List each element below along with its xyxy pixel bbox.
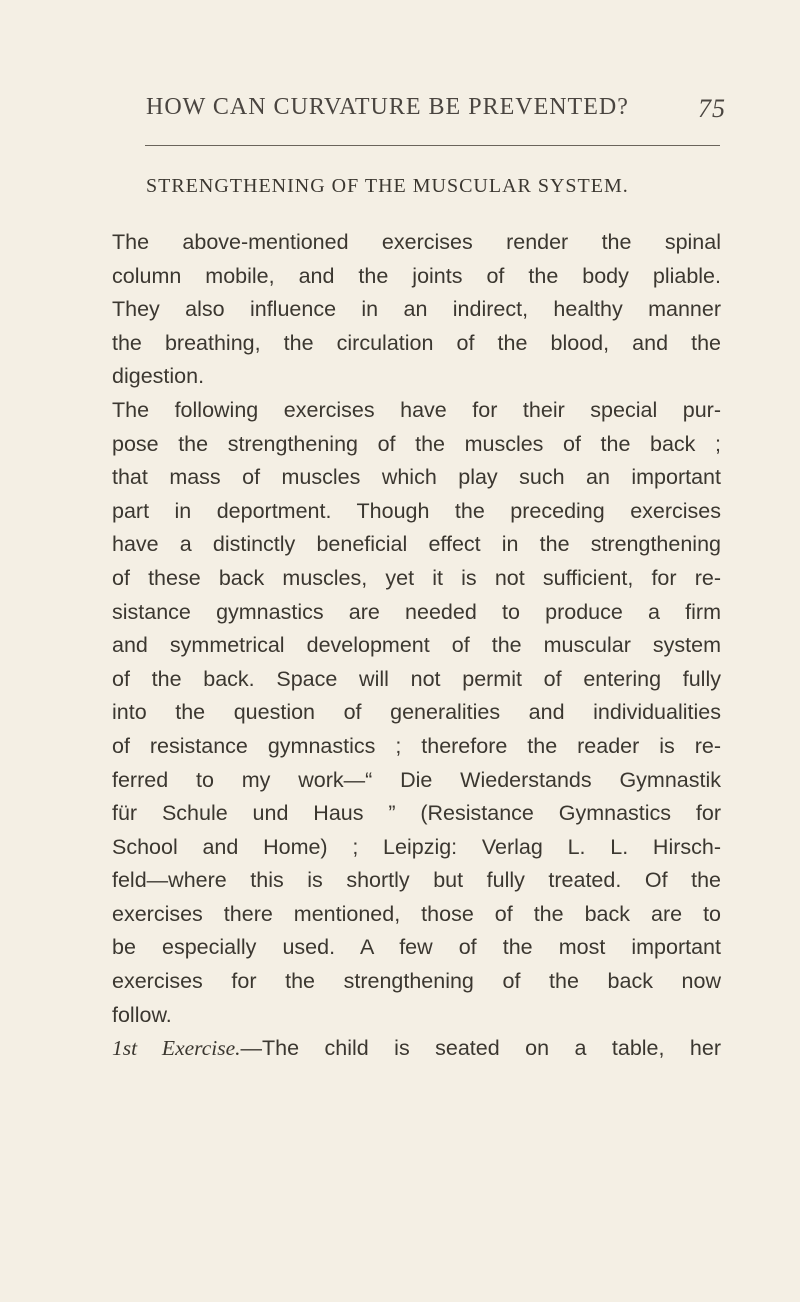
text-line: and symmetrical development of the muscular system	[112, 633, 721, 658]
paragraph-1	[112, 226, 721, 394]
page-number: 75	[698, 94, 726, 123]
text-line: exercises there mentioned, those of the back are to	[112, 901, 721, 926]
header-rule	[145, 145, 720, 146]
text-line: The above-mentioned exercises render the spinal	[112, 230, 721, 254]
text-line: The following exercises have for their special pur-	[112, 397, 721, 422]
text-line: pose the strengthening of the muscles of the back ;	[112, 431, 721, 456]
paragraph-2	[112, 394, 721, 1032]
text-line: ferred to my work—“ Die Wiederstands Gymnastik	[112, 767, 721, 792]
text-line: be especially used. A few of the most important	[112, 935, 721, 960]
text-line: of the back. Space will not permit of entering fully	[112, 666, 721, 691]
text-line: follow.	[112, 1002, 172, 1027]
exercise-paragraph	[112, 1032, 721, 1066]
section-heading: STRENGTHENING OF THE MUSCULAR SYSTEM.	[146, 175, 629, 197]
text-line: that mass of muscles which play such an important	[112, 465, 721, 490]
text-line: have a distinctly beneficial effect in the strengthening	[112, 532, 721, 557]
exercise-text: —The child is seated on a table, her	[240, 1036, 721, 1061]
text-line: digestion.	[112, 364, 205, 389]
text-line: into the question of generalities and individualities	[112, 700, 721, 725]
text-line: part in deportment. Though the preceding exercises	[112, 498, 721, 523]
text-line: für Schule und Haus ” (Resistance Gymnastics for	[112, 801, 721, 826]
text-line: sistance gymnastics are needed to produce a firm	[112, 599, 721, 624]
text-line: They also influence in an indirect, healthy manner	[112, 297, 721, 322]
text-line: feld—where this is shortly but fully treated. Of the	[112, 868, 721, 893]
text-line: exercises for the strengthening of the back now	[112, 969, 721, 994]
text-line: School and Home) ; Leipzig: Verlag L. L. Hirsch-	[112, 834, 721, 859]
text-line: of resistance gymnastics ; therefore the reader is re-	[112, 733, 721, 758]
running-title: HOW CAN CURVATURE BE PREVENTED?	[146, 94, 629, 120]
body-text	[112, 226, 721, 1066]
text-line: the breathing, the circulation of the blood, and the	[112, 330, 721, 355]
text-line: column mobile, and the joints of the body pliable.	[112, 263, 721, 288]
exercise-line	[112, 1032, 721, 1066]
running-head	[146, 94, 726, 121]
text-line: of these back muscles, yet it is not sufficient, for re-	[112, 565, 721, 590]
exercise-label: 1st Exercise.	[112, 1036, 241, 1061]
